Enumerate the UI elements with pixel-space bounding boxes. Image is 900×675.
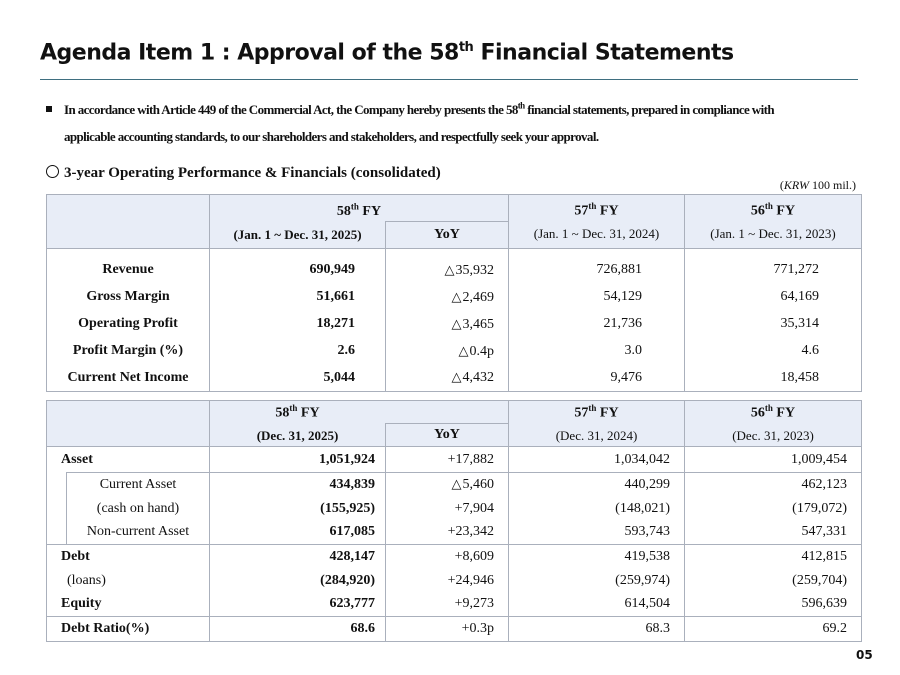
circle-bullet-icon bbox=[46, 165, 59, 178]
page-number: 05 bbox=[856, 648, 873, 662]
page-title: Agenda Item 1 : Approval of the 58th Financial Statements bbox=[40, 40, 734, 66]
table-row: Operating Profit 18,271 △3,465 21,736 35,314 bbox=[47, 311, 862, 338]
table-row: (cash on hand) (155,925) +7,904 (148,021) (179,072) bbox=[47, 497, 862, 521]
table-row: Debt Ratio(%) 68.6 +0.3p 68.3 69.2 bbox=[47, 617, 862, 642]
table-row: Equity 623,777 +9,273 614,504 596,639 bbox=[47, 593, 862, 617]
header-fy57: 57th FY (Jan. 1 ~ Dec. 31, 2024) bbox=[509, 195, 685, 249]
header-fy56: 56th FY (Jan. 1 ~ Dec. 31, 2023) bbox=[685, 195, 862, 249]
header-fy58: 58th FY bbox=[210, 195, 509, 222]
triangle-icon: △ bbox=[451, 315, 462, 331]
header-fy58-period: (Jan. 1 ~ Dec. 31, 2025) bbox=[210, 222, 386, 249]
header-yoy: YoY bbox=[386, 222, 509, 249]
unit-note: (KRW 100 mil.) bbox=[779, 178, 856, 192]
header-yoy: YoY bbox=[386, 424, 509, 447]
header-fy56: 56th FY (Dec. 31, 2023) bbox=[685, 401, 862, 447]
table-row: Current Asset 434,839 △5,460 440,299 462,123 bbox=[47, 473, 862, 497]
table-row: Profit Margin (%) 2.6 △0.4p 3.0 4.6 bbox=[47, 338, 862, 365]
table-row: Asset 1,051,924 +17,882 1,034,042 1,009,454 bbox=[47, 447, 862, 473]
square-bullet-icon bbox=[46, 106, 52, 112]
financial-position-table bbox=[46, 400, 862, 642]
table-row: Current Net Income 5,044 △4,432 9,476 18,458 bbox=[47, 365, 862, 392]
header-fy57: 57th FY (Dec. 31, 2024) bbox=[509, 401, 685, 447]
table-row: Revenue 690,949 △35,932 726,881 771,272 bbox=[47, 257, 862, 284]
triangle-icon: △ bbox=[451, 288, 462, 304]
operating-performance-table bbox=[46, 194, 862, 392]
triangle-icon: △ bbox=[458, 342, 469, 358]
table-row: Non-current Asset 617,085 +23,342 593,743 547,331 bbox=[47, 521, 862, 545]
triangle-icon: △ bbox=[451, 476, 462, 492]
table-row: (loans) (284,920) +24,946 (259,974) (259,704) bbox=[47, 569, 862, 593]
triangle-icon: △ bbox=[444, 261, 455, 277]
table-row: Debt 428,147 +8,609 419,538 412,815 bbox=[47, 545, 862, 569]
header-blank bbox=[47, 401, 210, 447]
header-fy58: 58th FY (Dec. 31, 2025) bbox=[210, 401, 386, 447]
triangle-icon: △ bbox=[451, 369, 462, 385]
header-blank bbox=[47, 195, 210, 249]
intro-paragraph: In accordance with Article 449 of the Commercial Act, the Company hereby presents the 58th financial statements, prepared in compliance with applicable accounting standards, to our shareholders and stakeholders, and respectfully seek your approval. bbox=[42, 96, 858, 150]
title-divider bbox=[40, 79, 858, 80]
section-title: 3-year Operating Performance & Financials (consolidated) bbox=[46, 165, 441, 182]
table-row: Gross Margin 51,661 △2,469 54,129 64,169 bbox=[47, 284, 862, 311]
